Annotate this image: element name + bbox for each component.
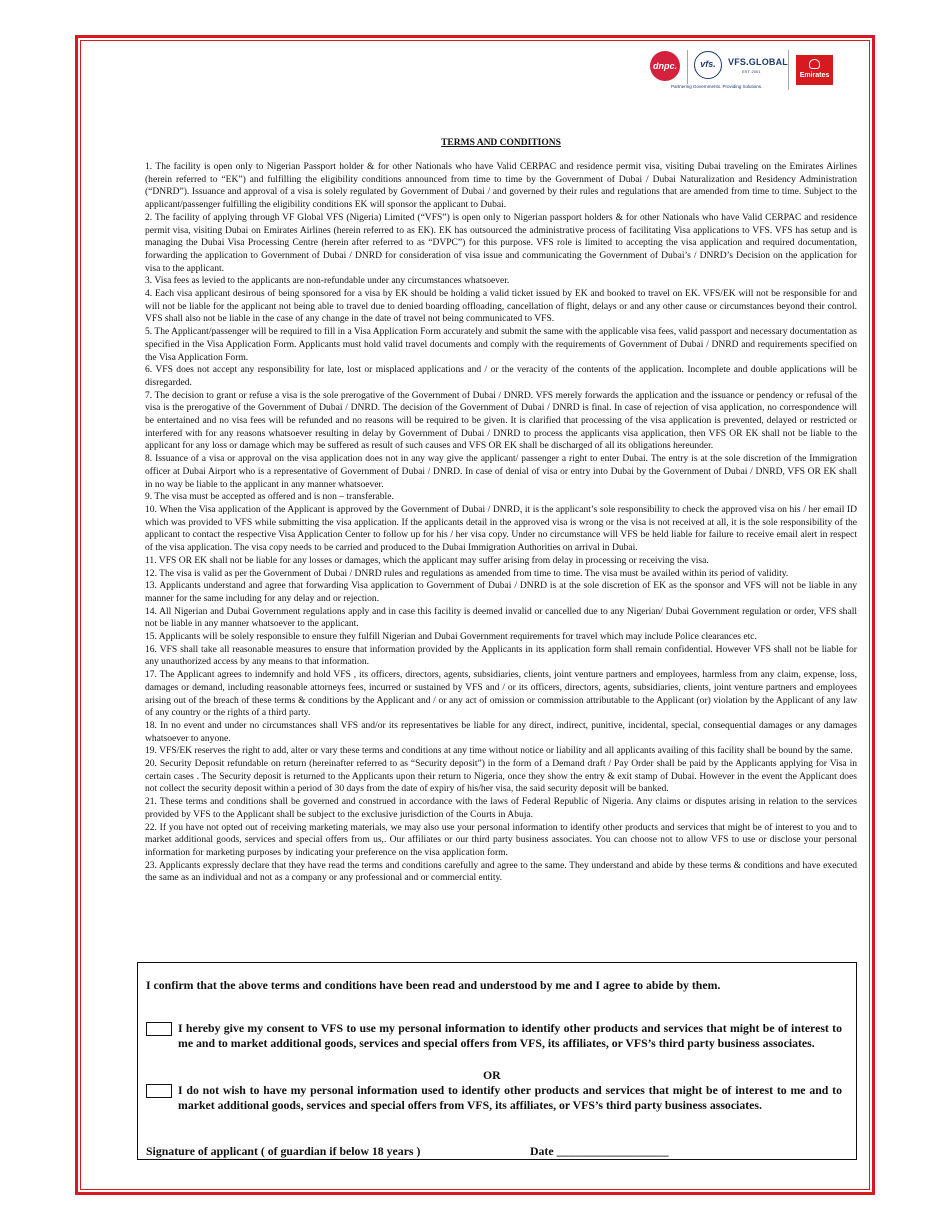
signature-field[interactable]: Signature of applicant ( of guardian if below 18 years ) <box>146 1144 421 1158</box>
consent-option-label: I hereby give my consent to VFS to use my personal information to identify other products and services that might be of interest to me and to market additional goods, services and special offers from VFS, its affiliates, or VFS’s third party business associates. <box>178 1021 842 1051</box>
term-item: 12. The visa is valid as per the Government of Dubai / DNRD rules and regulations as amended from time to time. The visa must be availed within its period of validity. <box>145 567 789 579</box>
consent-checkbox[interactable] <box>146 1022 172 1036</box>
term-item: 1. The facility is open only to Nigerian Passport holder & for other Nationals who have Valid CERPAC and residence permit visa, visiting Dubai traveling on the Emirates Airlines (herein referred to “EK”) and fulfilling the eligibility conditions announced from time to time by the Government of Dubai / Dubai Naturalization and Residency Administration (“DNRD”). Issuance and approval of a visa is solely regulated by Government of Dubai / and governed by their rules and regulations that are amended from time to time. Subject to the applicant/passenger fulfilling the eligibility conditions EK will sponsor the applicant to Dubai. <box>145 161 857 211</box>
vfs-logo-est: EST. 2001 <box>742 69 761 74</box>
decline-option-label: I do not wish to have my personal information used to identify other products and services that might be of interest to me and to market additional goods, services and special offers from VFS, its affiliates, or VFS’s third party business associates. <box>178 1083 842 1113</box>
confirmation-statement: I confirm that the above terms and conditions have been read and understood by me and I agree to abide by them. <box>146 978 721 992</box>
logo-divider <box>788 50 789 90</box>
emirates-crest-icon <box>809 59 820 69</box>
term-item: 2. The facility of applying through VF Global VFS (Nigeria) Limited (“VFS”) is open only to Nigerian passport holders & for other Nationals who have Valid CERPAC and residence permit visa, visiting Dubai on Emirates Airlines (herein referred to as EK). EK has outsourced the administrative process of facilitating Visa applications to VFS. VFS has setup and is managing the Dubai Visa Processing Centre (herein after referred to as “DVPC”) for this purpose. VFS role is limited to accepting the visa application and required documentation, forwarding the application to Government of Dubai / DNRD for consideration of visa issue and communicating the Government of Dubai’s / DNRD’s Decision on the application for visa to the applicant. <box>145 211 857 274</box>
vfs-logo-mark: vfs. <box>694 51 722 79</box>
logo-divider <box>687 50 688 84</box>
term-item: 6. VFS does not accept any responsibility for late, lost or misplaced applications and / or the veracity of the contents of the application. Incomplete and double applications will be disregarded. <box>145 364 857 388</box>
decline-checkbox[interactable] <box>146 1084 172 1098</box>
confirmation-box <box>137 962 857 1160</box>
date-field[interactable]: Date ___________________ <box>530 1144 669 1158</box>
term-item: 5. The Applicant/passenger will be required to fill in a Visa Application Form accurately and submit the same with the applicable visa fees, valid passport and necessary documentation as specified in the Visa Application Form. Applicants must hold valid travel documents and comply with the requirements of Government of Dubai / DNRD and requirements specified on the Visa Application Form. <box>145 326 857 363</box>
term-item: 18. In no event and under no circumstances shall VFS and/or its representatives be liable for any direct, indirect, punitive, incidental, special, consequential damages or any damages whatsoever to anyone. <box>145 719 857 744</box>
emirates-logo <box>796 55 833 85</box>
term-item: 17. The Applicant agrees to indemnify and hold VFS , its officers, directors, agents, subsidiaries, clients, joint venture partners and employees, harmless from any claim, expense, loss, damages or demand, including reasonable attorneys fees, incurred or sustained by VFS and / or its officers, directors, agents, subsidiaries, clients, joint venture partners and employees arising out of the breach of these terms & conditions by the Applicant and / or any act of omission or commission attributable to the Applicant (or) violation by the Applicant of any law of any country or the rights of a third party. <box>145 669 857 719</box>
header-logos <box>650 50 840 92</box>
term-item: 22. If you have not opted out of receiving marketing materials, we may also use your personal information to identify other products and services that might be of interest to you and to market additional goods, services and special offers from us,. Our affiliates or our third party business associates. You can choose not to allow VFS to use or disclose your personal information for marketing purposes by indicating your preference on the visa application form. <box>145 821 857 858</box>
or-separator: OR <box>483 1068 501 1082</box>
term-item: 23. Applicants expressly declare that they have read the terms and conditions carefully and agree to the same. They understand and abide by these terms & conditions and have executed the same as an individual and not as a company or any professional and or commercial entity. <box>145 859 857 884</box>
document-title: TERMS AND CONDITIONS <box>441 138 561 148</box>
term-item: 11. VFS OR EK shall not be liable for any losses or damages, which the applicant may suffer arising from delay in processing or receiving the visa. <box>145 554 709 566</box>
term-item: 15. Applicants will be solely responsible to ensure they fulfill Nigerian and Dubai Government requirements for travel which may include Police clearances etc. <box>145 631 757 643</box>
vfs-logo-name: VFS.GLOBAL <box>728 57 788 67</box>
term-item: 8. Issuance of a visa or approval on the visa application does not in any way give the applicant/ passenger a right to enter Dubai. The entry is at the sole discretion of the Immigration officer at Dubai Airport who is a representative of Government of Dubai / DNRD. In case of denial of visa or entry into Dubai by the Government of Dubai / DNRD, VFS OR EK shall in no way be liable to the applicant in any manner whatsoever. <box>145 453 857 490</box>
term-item: 3. Visa fees as levied to the applicants are non-refundable under any circumstances whatsoever. <box>145 275 510 287</box>
term-item: 10. When the Visa application of the Applicant is approved by the Government of Dubai / DNRD, it is the applicant’s sole responsibility to check the approved visa on his / her email ID which was provided to VFS while submitting the visa application. If the applicants detail in the approved visa is wrong or the visa is not received at all, it is the sole responsibility of the applicant to contact the respective Visa Application Center to follow up for his / her visa copy. Under no circumstance will VFS be held liable for failure to receive email alert in respect of the visa application. The visa copy needs to be carried and produced to the Dubai Immigration Authorities on arrival in Dubai. <box>145 503 857 554</box>
term-item: 7. The decision to grant or refuse a visa is the sole prerogative of the Government of Dubai / DNRD. VFS merely forwards the application and the issuance or pendency or refusal of the visa is the prerogative of the Government of Dubai / DNRD. The decision of the Government of Dubai / DNRD is final. In case of rejection of visa application, no correspondence will be entertained and no visa fees will be refunded and no reasons will be required to be given. It is clarified that processing of the visa application is prevented, delayed or restricted or interfered with for any reasons whatsoever resulting in delay by Government of Dubai / DNRD to process the applicants visa application, then VFS OR EK shall not be liable to the applicant for any loss or damage which may be suffered as result of such causes and VFS OR EK shall be discharged of all its obligations hereunder. <box>145 389 857 452</box>
term-item: 4. Each visa applicant desirous of being sponsored for a visa by EK should be holding a valid ticket issued by EK and booked to travel on EK. VFS/EK will not be responsible for and will not be liable for the applicant not being able to travel due to denied boarding offloading, cancellation of flight, delays or and any other cause or circumstances beyond their control. VFS shall also not be liable in the case of any change in the date of travel not being communicated to VFS. <box>145 288 857 325</box>
terms-list <box>145 161 857 885</box>
emirates-logo-text: Emirates <box>799 72 830 79</box>
term-item: 16. VFS shall take all reasonable measures to ensure that information provided by the Applicants in its application form shall remain confidential. However VFS shall not be liable for any unauthorized access by any means to that information. <box>145 643 857 668</box>
term-item: 9. The visa must be accepted as offered and is non – transferable. <box>145 491 394 503</box>
term-item: 13. Applicants understand and agree that forwarding Visa application to Government of Dubai / DNRD is at the sole discretion of EK as the sponsor and VFS will not be liable in any manner for the same including for any delay and or rejection. <box>145 580 857 604</box>
dnpc-logo: dnpc. <box>650 51 680 81</box>
term-item: 20. Security Deposit refundable on return (hereinafter referred to as “Security deposit”) in the form of a Demand draft / Pay Order shall be paid by the Applicants applying for Visa in certain cases . The Security deposit is returned to the Applicants upon their return to Nigeria, once they show the entry & exit stamp of Dubai. However in the event the Applicant does not collect the security deposit within a period of 30 days from the date of expiry of his/her visa, the said security deposit will be banked. <box>145 758 857 795</box>
term-item: 19. VFS/EK reserves the right to add, alter or vary these terms and conditions at any time without notice or liability and all applicants availing of this facility shall be bound by the same. <box>145 745 853 757</box>
term-item: 14. All Nigerian and Dubai Government regulations apply and in case this facility is deemed invalid or cancelled due to any Nigerian/ Dubai Government regulation or order, VFS shall not be liable in any manner whatsoever to the applicant. <box>145 605 857 630</box>
vfs-tagline: Partnering Governments. Providing Solutions. <box>671 84 763 89</box>
term-item: 21. These terms and conditions shall be governed and construed in accordance with the laws of Federal Republic of Nigeria. Any claims or disputes arising in relation to the services provided by VFS to the Applicant shall be subject to the exclusive jurisdiction of the Courts in Abuja. <box>145 796 857 820</box>
